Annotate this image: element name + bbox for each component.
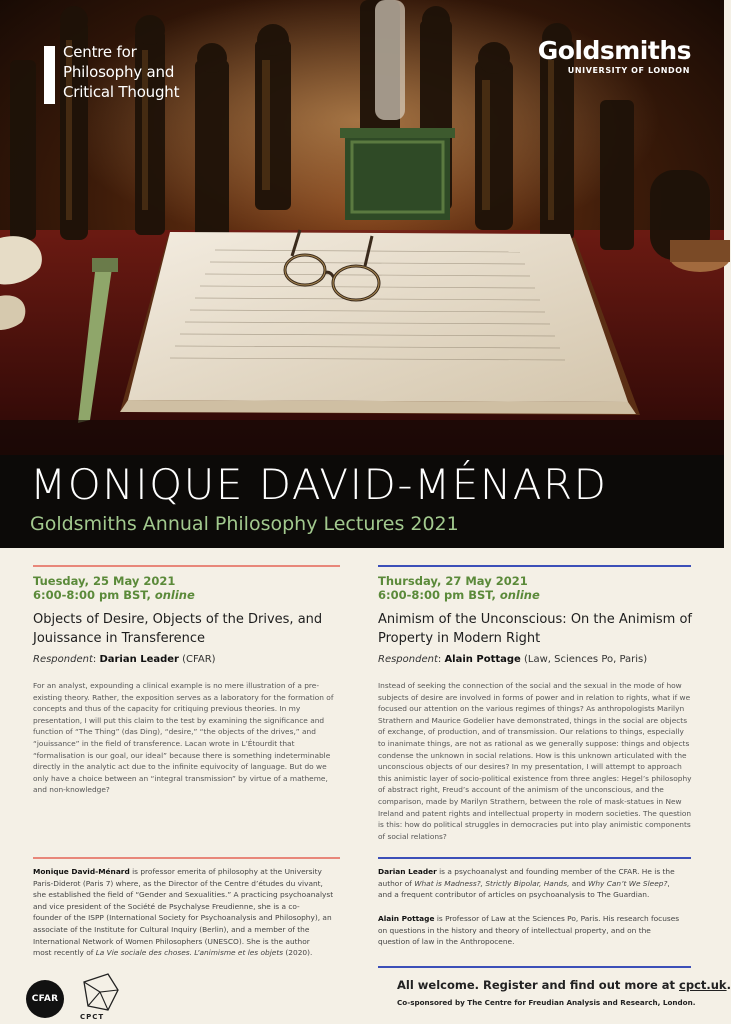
bio-book-title: Why Can’t We Sleep? (588, 878, 668, 888)
bio-name: Alain Pottage (378, 914, 435, 923)
bio-line: International Network of Women Philosophers (UNESCO). She is the author (33, 936, 310, 946)
bio-line (378, 866, 708, 878)
footer-rule (378, 966, 691, 968)
lecture-1-title-line: Objects of Desire, Objects of the Drives, and (33, 612, 323, 627)
abstract-line: condense the unknown in social relations. How is this unknown articulated with the (378, 750, 687, 760)
right-top-rule (378, 565, 691, 567)
respondent-label: Respondent (378, 654, 438, 665)
bio-line: and a frequent contributor of articles on psychoanalysis to The Guardian. (378, 890, 650, 900)
abstract-line: Strathern and Maurice Godelier have demonstrated, things in the social are objects (378, 715, 688, 725)
bio-david-menard (33, 866, 363, 959)
bio-text: author of (378, 878, 415, 888)
bio-line (378, 878, 708, 890)
centre-logo-text (63, 42, 223, 102)
bio-text: is Professor of Law at the Sciences Po, Paris. His research focuses (434, 914, 680, 923)
lecture-2-respondent: Respondent: Alain Pottage (Law, Sciences Po, Paris) (378, 654, 648, 665)
abstract-line: existing theory. Rather, the exposition serves as a laboratory for the formation of (33, 692, 334, 702)
abstract-line: and non-knowledge? (33, 785, 110, 795)
cpct-logo-text: CPCT (80, 1013, 105, 1021)
bio-line: associate of the Institute for Cultural Inquiry (Berlin), and a member of the (33, 924, 310, 934)
abstract-line: only have a choice between an “integral transmission” by virtue of a matheme, (33, 773, 328, 783)
lecture-2-title-line: Property in Modern Right (378, 631, 541, 646)
bio-line: founder of the ISPP (International Society for Psychoanalysis and Philosophy), an (33, 913, 332, 923)
bio-text: most recently of (33, 948, 96, 958)
lecture-1-time-text: 6:00-8:00 pm BST, (33, 588, 155, 602)
lecture-1-title-line: Jouissance in Transference (33, 631, 206, 646)
abstract-line: concepts and thus of the capacity for critiquing previous theories. In my (33, 704, 301, 714)
register-text (397, 978, 731, 992)
lecture-1-mode: online (154, 588, 195, 602)
abstract-line: to inanimate things, are not as rational as we generally suppose: things and objects (378, 738, 690, 748)
bio-name: Darian Leader (378, 867, 437, 876)
respondent-affiliation: (CFAR) (178, 654, 216, 665)
abstract-line: is this: how do political struggles in democracies put into play animistic components (378, 820, 691, 830)
bio-text: is a psychoanalyst and founding member of the CFAR. He is the (436, 867, 675, 876)
bio-line (33, 866, 363, 878)
centre-line-1: Centre for (63, 43, 137, 61)
respondent-affiliation: (Law, Sciences Po, Paris) (520, 654, 648, 665)
lecture-1-respondent: Respondent: Darian Leader (CFAR) (33, 654, 216, 665)
bio-line: question of law in the Anthropocene. (378, 937, 515, 947)
respondent-name: Darian Leader (99, 654, 179, 665)
bio-name: Monique David-Ménard (33, 867, 130, 876)
cfar-logo: CFAR (26, 980, 64, 1018)
abstract-line: function of “The Thing” (das Ding), “desire,” “the objects of the drives,” and (33, 727, 316, 737)
lecture-2-time (378, 588, 540, 602)
bio-pottage (378, 913, 708, 948)
bio-book-title: What is Madness?, Strictly Bipolar, Hands, (414, 878, 570, 888)
welcome-end: . (726, 978, 731, 992)
bio-line (378, 913, 708, 925)
lecture-2-abstract (378, 680, 708, 842)
hero-photo (0, 0, 724, 455)
speaker-name: MONIQUE DAVID-MÉNARD (30, 460, 608, 509)
abstract-line: presentation, I will put this claim to the test by examining the significance and (33, 715, 325, 725)
abstract-line: of exchange, of production, and of transmission. Our relations to things, especially (378, 727, 684, 737)
cpct-logo-bar (44, 46, 55, 104)
abstract-line: “formalisation is our goal, our ideal” because there is something indeterminable (33, 750, 331, 760)
lecture-1-time (33, 588, 195, 602)
lecture-1-date: Tuesday, 25 May 2021 (33, 574, 176, 588)
centre-line-3: Critical Thought (63, 83, 180, 101)
abstract-line: of social relations? (378, 831, 447, 841)
cpct-link[interactable]: cpct.uk (679, 978, 727, 992)
lecture-2-mode: online (499, 588, 540, 602)
bio-text: is professor emerita of philosophy at the University (129, 867, 322, 876)
respondent-name: Alain Pottage (444, 654, 521, 665)
bio-text: (2020). (283, 948, 313, 958)
abstract-line: focused our attention on the various regimes of things? As anthropologists Marilyn (378, 704, 685, 714)
abstract-line: directly in the analytic act due to the infinite equivocity of language. But do we (33, 762, 327, 772)
lecture-2-title-line: Animism of the Unconscious: On the Animism of (378, 612, 693, 627)
abstract-line: Instead of seeking the connection of the social and the sexual in the mode of how (378, 681, 682, 690)
bio-text: and (569, 878, 589, 888)
bio-leader (378, 866, 708, 901)
bio-line: she established the field of “Gender and Sexualities.” A practicing psychoanalyst (33, 890, 334, 900)
respondent-label: Respondent (33, 654, 93, 665)
abstract-line: of abstract right, Freud’s account of the animism of the unconscious, and the (378, 785, 664, 795)
bio-text: , (667, 878, 670, 888)
centre-line-2: Philosophy and (63, 63, 175, 81)
goldsmiths-logo: Goldsmiths (537, 36, 691, 65)
cosponsor-text: Co-sponsored by The Centre for Freudian Analysis and Research, London. (397, 998, 696, 1007)
right-bio-rule (378, 857, 691, 859)
lecture-1-title (33, 610, 343, 648)
lecture-2-title (378, 610, 698, 648)
lecture-1-abstract (33, 680, 353, 796)
left-bio-rule (33, 857, 340, 859)
abstract-line: For an analyst, expounding a clinical example is no mere illustration of a pre- (33, 681, 319, 690)
bio-line: Paris-Diderot (Paris 7) where, as the Director of the Centre d’études du vivant, (33, 878, 323, 888)
bio-line: on questions in the history and theory of intellectual property, and on the (378, 925, 651, 935)
abstract-line: “jouissance” in the field of transference. Lacan wrote in L’Étourdit that (33, 738, 295, 748)
abstract-line: subjects of desire are involved in forms of power and in relation to rights, what if we (378, 692, 691, 702)
abstract-line: comparison, made by Marilyn Strathern, between the role of mask-statues in New (378, 796, 682, 806)
abstract-line: Ireland and patent rights and intellectual property in modern societies. The question (378, 808, 692, 818)
left-top-rule (33, 565, 340, 567)
abstract-line: this animistic layer of socio-political existence from three angles: Hegel’s philosophy (378, 773, 692, 783)
welcome-text: All welcome. Register and find out more at (397, 978, 680, 992)
lecture-2-date: Thursday, 27 May 2021 (378, 574, 528, 588)
bio-book-title: La Vie sociale des choses. L’animisme et les objets (95, 948, 284, 958)
bio-line: and vice president of the Société de Psychalyse Freudienne, she is a co- (33, 901, 300, 911)
lecture-series: Goldsmiths Annual Philosophy Lectures 2021 (30, 513, 459, 535)
bio-line (33, 947, 363, 959)
lecture-2-time-text: 6:00-8:00 pm BST, (378, 588, 500, 602)
abstract-line: unconscious objects of our desires? In my presentation, I will attempt to approach (378, 762, 682, 772)
goldsmiths-subtitle: UNIVERSITY OF LONDON (567, 66, 690, 75)
